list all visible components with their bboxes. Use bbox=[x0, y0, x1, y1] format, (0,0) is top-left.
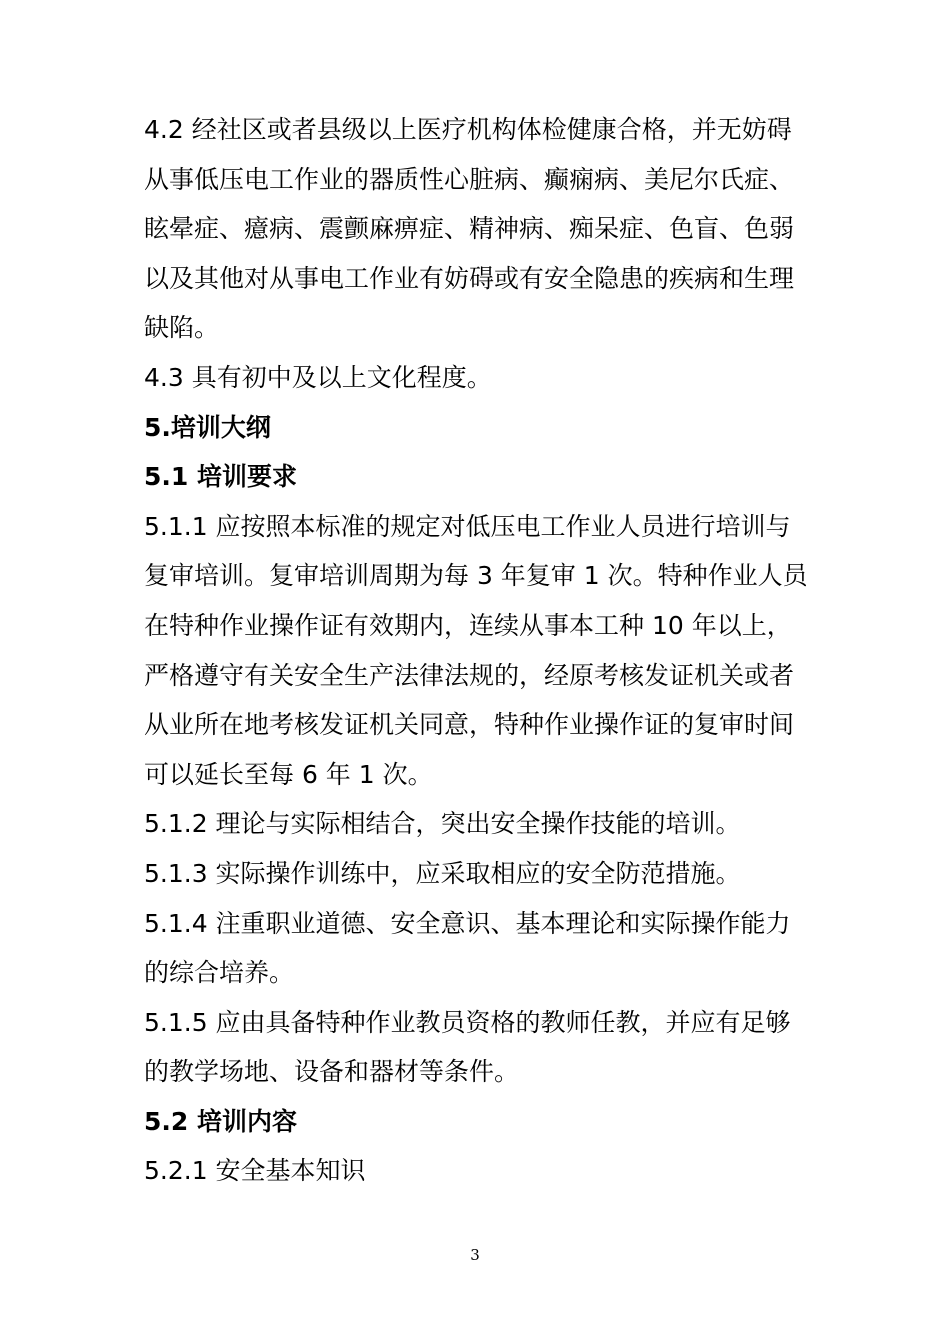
paragraph-5-1-3: 5.1.3 实际操作训练中，应采取相应的安全防范措施。 bbox=[144, 858, 741, 888]
paragraph-5-1-5: 5.1.5 应由具备特种作业教员资格的教师任教，并应有足够的教学场地、设备和器材等条件。 bbox=[144, 1007, 791, 1087]
section-heading-5-1: 5.1 培训要求 bbox=[144, 462, 297, 492]
paragraph-5-1-1: 5.1.1 应按照本标准的规定对低压电工作业人员进行培训与复审培训。复审培训周期为每 3 年复审 1 次。特种作业人员在特种作业操作证有效期内，连续从事本工种 10 年以上，严格遵守有关安全生产法律法规的，经原考核发证机关或者从业所在地考核发证机关同意，特种作业操作证的复审时间可以延长至每 6 年 1 次。 bbox=[144, 511, 808, 789]
section-heading-5-2: 5.2 培训内容 bbox=[144, 1106, 297, 1136]
paragraph-4-3: 4.3 具有初中及以上文化程度。 bbox=[144, 362, 492, 392]
document-body bbox=[144, 105, 812, 1196]
paragraph-5-1-2: 5.1.2 理论与实际相结合，突出安全操作技能的培训。 bbox=[144, 809, 741, 839]
paragraph-5-2-1: 5.2.1 安全基本知识 bbox=[144, 1156, 366, 1186]
section-heading-5: 5.培训大纲 bbox=[144, 412, 271, 442]
paragraph-4-2: 4.2 经社区或者县级以上医疗机构体检健康合格，并无妨碍从事低压电工作业的器质性心脏病、癫痫病、美尼尔氏症、眩晕症、癔病、震颤麻痹症、精神病、痴呆症、色盲、色弱以及其他对从事电工作业有妨碍或有安全隐患的疾病和生理缺陷。 bbox=[144, 115, 795, 343]
page-number: 3 bbox=[470, 1246, 480, 1264]
paragraph-5-1-4: 5.1.4 注重职业道德、安全意识、基本理论和实际操作能力的综合培养。 bbox=[144, 908, 791, 988]
